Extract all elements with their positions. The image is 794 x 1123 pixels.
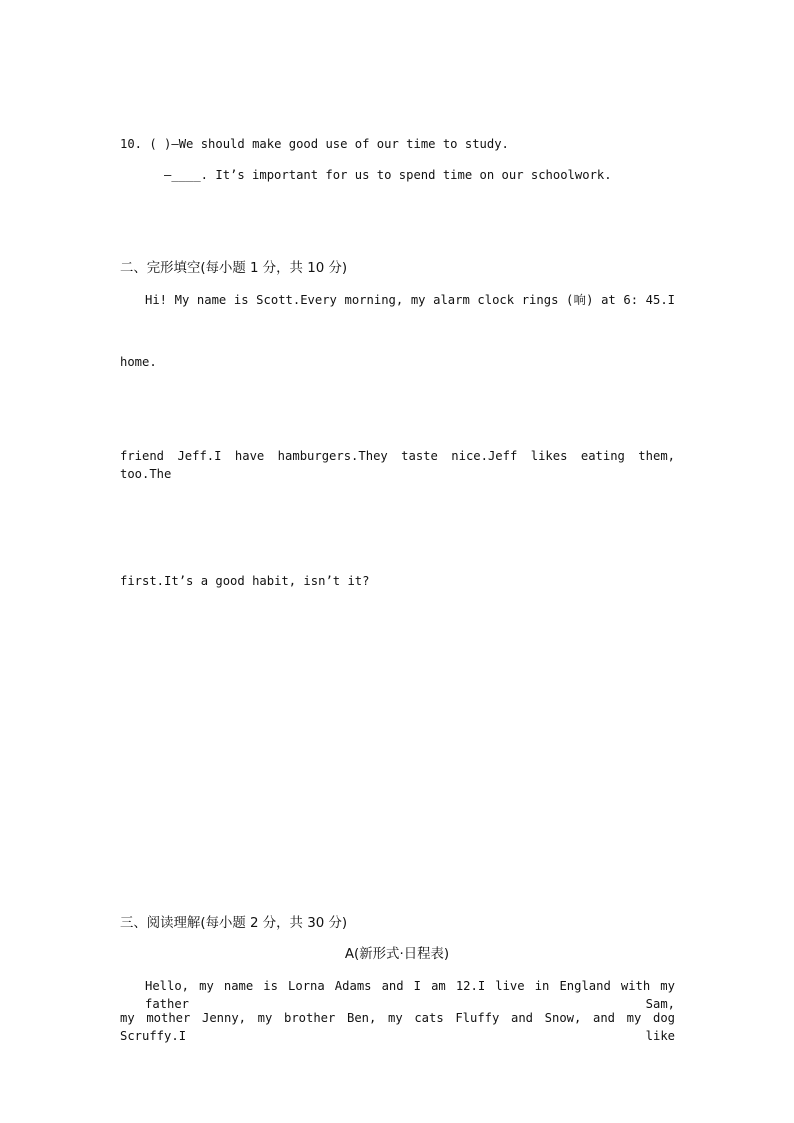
q10-stem: 10. ( )—We should make good use of our time to study.	[120, 137, 509, 151]
passage-line: first.It’s a good habit, isn’t it?	[120, 574, 370, 588]
subsection-a-title: A(新形式·日程表)	[344, 947, 450, 962]
reading-line: Hello, my name is Lorna Adams and I am 12.I live in England with my father Sam,	[145, 979, 675, 1011]
passage-line: home.	[120, 355, 157, 369]
reading-line: my mother Jenny, my brother Ben, my cats Fluffy and Snow, and my dog Scruffy.I like	[120, 1011, 675, 1043]
passage-line: friend Jeff.I have hamburgers.They taste nice.Jeff likes eating them, too.The	[120, 449, 675, 481]
q10-reply: —____. It’s important for us to spend time on our schoolwork.	[164, 168, 612, 182]
section3-heading: 三、阅读理解(每小题 2 分，共 30 分)	[120, 916, 348, 931]
passage-line: Hi! My name is Scott.Every morning, my alarm clock rings (响) at 6: 45.I	[145, 293, 675, 307]
section2-heading: 二、完形填空(每小题 1 分，共 10 分)	[120, 261, 348, 276]
